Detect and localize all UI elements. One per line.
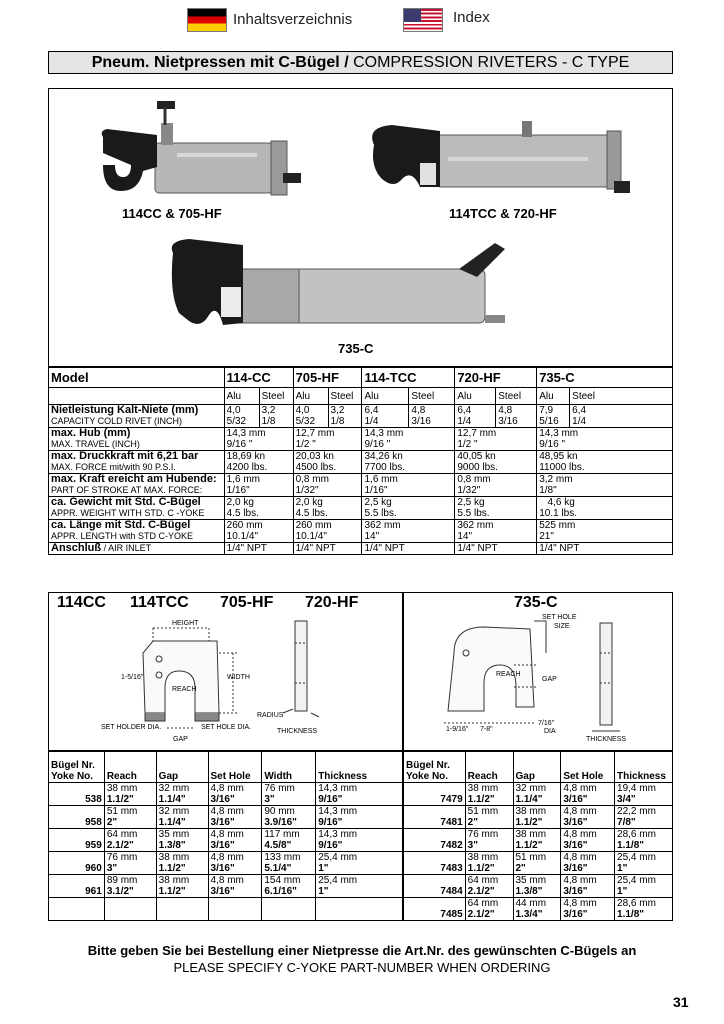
page-number: 31 bbox=[673, 994, 689, 1010]
label-set-hole: SET HOLE bbox=[542, 614, 577, 621]
row-label bbox=[49, 451, 225, 474]
value-cell: 48,95 kn 11000 lbs. bbox=[537, 451, 673, 474]
yoke-number: 7484 bbox=[404, 875, 466, 898]
reach-cell: 76 mm 3" bbox=[465, 829, 513, 852]
value-cell: 14,3 mm 9/16 " bbox=[362, 428, 455, 451]
row-label bbox=[49, 520, 225, 543]
label-en: CAPACITY COLD RIVET (INCH) bbox=[51, 416, 183, 426]
label-reach: REACH bbox=[496, 671, 521, 678]
value-cell: 2,5 kg 5.5 lbs. bbox=[455, 497, 537, 520]
hole-cell: 4,8 mm 3/16" bbox=[561, 783, 615, 806]
value-cell: 1,6 mm 1/16" bbox=[362, 474, 455, 497]
value-cell: 1/4" NPT bbox=[537, 543, 673, 555]
spec-row-weight bbox=[49, 497, 673, 520]
row-label bbox=[49, 428, 225, 451]
row-label bbox=[49, 405, 225, 428]
label-de: max. Kraft ereicht am Hubende: bbox=[51, 473, 217, 485]
gap-cell: 32 mm 1.1/4" bbox=[156, 806, 208, 829]
thickness-cell: 14,3 mm 9/16" bbox=[316, 806, 403, 829]
hole-cell: 4,8 mm 3/16" bbox=[208, 783, 262, 806]
label-height: HEIGHT bbox=[172, 620, 199, 627]
reach-cell: 38 mm 1.1/2" bbox=[465, 852, 513, 875]
yoke-number: 959 bbox=[49, 829, 105, 852]
value-cell: 2,0 kg 4.5 lbs. bbox=[224, 497, 293, 520]
value-cell: 20,03 kn 4500 lbs. bbox=[293, 451, 362, 474]
drawing-heading-114cc: 114CC bbox=[57, 594, 106, 611]
material-row bbox=[49, 388, 673, 405]
row-label bbox=[49, 543, 225, 555]
spec-row-inlet bbox=[49, 543, 673, 555]
thickness-header: Thickness bbox=[316, 752, 403, 783]
value-cell: 2,0 kg 4.5 lbs. bbox=[293, 497, 362, 520]
yoke-number: 7479 bbox=[404, 783, 466, 806]
value-cell: 1/4" NPT bbox=[224, 543, 293, 555]
value-cell: 4,8 3/16 bbox=[496, 405, 537, 428]
yoke-no-header: Bügel Nr. Yoke No. bbox=[49, 752, 105, 783]
spec-row-travel bbox=[49, 428, 673, 451]
material-cell: Alu bbox=[455, 388, 496, 405]
reach-cell: 38 mm 1.1/2" bbox=[104, 783, 156, 806]
title-english: COMPRESSION RIVETERS - C TYPE bbox=[353, 54, 630, 71]
gap-cell: 32 mm 1.1/4" bbox=[156, 783, 208, 806]
set-hole-header: Set Hole bbox=[208, 752, 262, 783]
material-cell: Alu bbox=[362, 388, 409, 405]
label-set-hole: SET HOLE DIA. bbox=[201, 724, 252, 731]
label-gap: GAP bbox=[173, 736, 188, 743]
table-row bbox=[49, 875, 403, 898]
table-row bbox=[49, 806, 403, 829]
empty-cell bbox=[316, 898, 403, 921]
value-cell: 40,05 kn 9000 lbs. bbox=[455, 451, 537, 474]
material-cell: Alu bbox=[224, 388, 259, 405]
yoke-table-left bbox=[48, 751, 403, 921]
label-de: max. Druckkraft mit 6,21 bar bbox=[51, 450, 199, 462]
thickness-cell: 25,4 mm 1" bbox=[316, 875, 403, 898]
label-radius: RADIUS bbox=[257, 712, 284, 719]
table-row bbox=[404, 852, 673, 875]
thickness-header: Thickness bbox=[615, 752, 673, 783]
table-row bbox=[49, 829, 403, 852]
page-title bbox=[48, 51, 673, 74]
gap-cell: 51 mm 2" bbox=[513, 852, 561, 875]
material-cell: Alu bbox=[537, 388, 570, 405]
label-set-holder: SET HOLDER DIA. bbox=[101, 724, 162, 731]
label-de: ca. Gewicht mit Std. C-Bügel bbox=[51, 496, 201, 508]
label-de: Nietleistung Kalt-Niete (mm) bbox=[51, 404, 199, 416]
width-cell: 90 mm 3.9/16" bbox=[262, 806, 316, 829]
value-cell: 14,3 mm 9/16 " bbox=[537, 428, 673, 451]
yoke-number: 7482 bbox=[404, 829, 466, 852]
value-cell: 3,2 1/8 bbox=[259, 405, 293, 428]
value-cell: 525 mm 21" bbox=[537, 520, 673, 543]
hole-cell: 4,8 mm 3/16" bbox=[561, 829, 615, 852]
thickness-cell: 28,6 mm 1.1/8" bbox=[615, 829, 673, 852]
material-cell: Steel bbox=[259, 388, 293, 405]
label-gap: GAP bbox=[542, 676, 557, 683]
yoke-number: 7481 bbox=[404, 806, 466, 829]
set-hole-header: Set Hole bbox=[561, 752, 615, 783]
width-cell: 76 mm 3" bbox=[262, 783, 316, 806]
hole-cell: 4,8 mm 3/16" bbox=[561, 806, 615, 829]
hole-cell: 4,8 mm 3/16" bbox=[561, 898, 615, 921]
title-separator: / bbox=[339, 54, 354, 71]
value-cell: 1/4" NPT bbox=[362, 543, 455, 555]
value-cell: 6,4 1/4 bbox=[362, 405, 409, 428]
reach-cell: 64 mm 2.1/2" bbox=[104, 829, 156, 852]
yoke-number: 7485 bbox=[404, 898, 466, 921]
value-cell: 4,6 kg 10.1 lbs. bbox=[537, 497, 673, 520]
value-cell: 1/4" NPT bbox=[455, 543, 537, 555]
model-705hf: 705-HF bbox=[293, 368, 362, 388]
yoke-drawing-right bbox=[403, 592, 673, 751]
photo-caption-114cc: 114CC & 705-HF bbox=[122, 206, 222, 221]
value-cell: 12,7 mm 1/2 " bbox=[293, 428, 362, 451]
width-cell: 117 mm 4.5/8" bbox=[262, 829, 316, 852]
photo-caption-114tcc: 114TCC & 720-HF bbox=[449, 206, 557, 221]
value-cell: 0,8 mm 1/32" bbox=[455, 474, 537, 497]
riveter-735c-photo bbox=[159, 233, 519, 339]
order-note-german: Bitte geben Sie bei Bestellung einer Nietpresse die Art.Nr. des gewünschten C-Bügels an bbox=[87, 943, 637, 958]
label-reach-dim: 1-9/16" bbox=[446, 726, 469, 733]
value-cell: 14,3 mm 9/16 " bbox=[224, 428, 293, 451]
label-de: ca. Länge mit Std. C-Bügel bbox=[51, 519, 191, 531]
reach-header: Reach bbox=[465, 752, 513, 783]
value-cell: 1/4" NPT bbox=[293, 543, 362, 555]
hole-cell: 4,8 mm 3/16" bbox=[208, 875, 262, 898]
value-cell: 18,69 kn 4200 lbs. bbox=[224, 451, 293, 474]
german-flag-icon[interactable] bbox=[187, 8, 227, 32]
thickness-cell: 19,4 mm 3/4" bbox=[615, 783, 673, 806]
order-note-english: PLEASE SPECIFY C-YOKE PART-NUMBER WHEN ORDERING bbox=[173, 960, 551, 975]
material-cell: Steel bbox=[328, 388, 362, 405]
label-diameter: 7/16" bbox=[538, 720, 555, 727]
gap-cell: 38 mm 1.1/2" bbox=[156, 852, 208, 875]
value-cell: 362 mm 14" bbox=[362, 520, 455, 543]
drawing-heading-114tcc: 114TCC bbox=[130, 594, 189, 611]
empty-cell bbox=[49, 898, 105, 921]
gap-cell: 38 mm 1.1/2" bbox=[513, 829, 561, 852]
value-cell: 3,2 1/8 bbox=[328, 405, 362, 428]
spec-row-capacity bbox=[49, 405, 673, 428]
thickness-cell: 14,3 mm 9/16" bbox=[316, 783, 403, 806]
riveter-114cc-photo bbox=[93, 95, 303, 207]
empty-cell bbox=[104, 898, 156, 921]
us-flag-icon[interactable] bbox=[403, 8, 443, 32]
table-row bbox=[404, 829, 673, 852]
model-label: Model bbox=[49, 368, 225, 388]
label-reach: REACH bbox=[172, 686, 197, 693]
yoke-number: 538 bbox=[49, 783, 105, 806]
value-cell: 34,26 kn 7700 lbs. bbox=[362, 451, 455, 474]
hole-cell: 4,8 mm 3/16" bbox=[561, 875, 615, 898]
table-row bbox=[404, 806, 673, 829]
reach-cell: 64 mm 2.1/2" bbox=[465, 898, 513, 921]
label-en: / AIR INLET bbox=[101, 543, 152, 553]
label-en: APPR. WEIGHT WITH STD. C -YOKE bbox=[51, 508, 205, 518]
label-en: PART OF STROKE AT MAX. FORCE: bbox=[51, 485, 203, 495]
yoke-header-row bbox=[404, 752, 673, 783]
label-dimension: 1-5/16" bbox=[121, 674, 144, 681]
yoke-drawing-left bbox=[48, 592, 403, 751]
model-720hf: 720-HF bbox=[455, 368, 537, 388]
empty-cell bbox=[156, 898, 208, 921]
gap-header: Gap bbox=[513, 752, 561, 783]
table-of-contents-link[interactable]: Inhaltsverzeichnis bbox=[233, 11, 353, 28]
table-row bbox=[404, 898, 673, 921]
material-cell: Steel bbox=[496, 388, 537, 405]
gap-cell: 38 mm 1.1/2" bbox=[156, 875, 208, 898]
us-flag-canton bbox=[404, 9, 421, 22]
gap-cell: 38 mm 1.1/2" bbox=[513, 806, 561, 829]
table-row bbox=[49, 783, 403, 806]
thickness-cell: 25,4 mm 1" bbox=[615, 875, 673, 898]
gap-cell: 32 mm 1.1/4" bbox=[513, 783, 561, 806]
value-cell: 4,0 5/32 bbox=[224, 405, 259, 428]
yoke-diagram-left bbox=[49, 613, 402, 751]
label-gap-dim: 7-8" bbox=[480, 726, 493, 733]
specification-table bbox=[48, 367, 673, 555]
row-label bbox=[49, 474, 225, 497]
label-en: MAX. TRAVEL (INCH) bbox=[51, 439, 140, 449]
empty-row bbox=[49, 898, 403, 921]
table-row bbox=[49, 852, 403, 875]
hole-cell: 4,8 mm 3/16" bbox=[208, 806, 262, 829]
spec-row-stroke bbox=[49, 474, 673, 497]
empty-cell bbox=[208, 898, 262, 921]
thickness-cell: 14,3 mm 9/16" bbox=[316, 829, 403, 852]
label-width: WIDTH bbox=[227, 674, 250, 681]
thickness-cell: 25,4 mm 1" bbox=[316, 852, 403, 875]
material-cell: Steel bbox=[570, 388, 673, 405]
table-row bbox=[404, 875, 673, 898]
yoke-diagram-right bbox=[404, 613, 672, 751]
value-cell: 4,8 3/16 bbox=[409, 405, 455, 428]
value-cell: 362 mm 14" bbox=[455, 520, 537, 543]
hole-cell: 4,8 mm 3/16" bbox=[208, 829, 262, 852]
reach-cell: 89 mm 3.1/2" bbox=[104, 875, 156, 898]
model-114cc: 114-CC bbox=[224, 368, 293, 388]
value-cell: 12,7 mm 1/2 " bbox=[455, 428, 537, 451]
product-photos bbox=[48, 88, 673, 367]
label-de: Anschluß bbox=[51, 542, 102, 554]
row-label bbox=[49, 497, 225, 520]
material-cell: Steel bbox=[409, 388, 455, 405]
thickness-cell: 28,6 mm 1.1/8" bbox=[615, 898, 673, 921]
value-cell: 7,9 5/16 bbox=[537, 405, 570, 428]
gap-cell: 35 mm 1.3/8" bbox=[513, 875, 561, 898]
label-dia: DIA bbox=[544, 728, 556, 735]
model-735c: 735-C bbox=[537, 368, 673, 388]
blank-cell bbox=[49, 388, 225, 405]
reach-cell: 64 mm 2.1/2" bbox=[465, 875, 513, 898]
label-thickness: THICKNESS bbox=[277, 728, 318, 735]
drawing-heading-705hf: 705-HF bbox=[220, 594, 274, 611]
reach-cell: 51 mm 2" bbox=[104, 806, 156, 829]
value-cell: 0,8 mm 1/32" bbox=[293, 474, 362, 497]
label-de: max. Hub (mm) bbox=[51, 427, 131, 439]
gap-cell: 44 mm 1.3/4" bbox=[513, 898, 561, 921]
hole-cell: 4,8 mm 3/16" bbox=[561, 852, 615, 875]
value-cell: 4,0 5/32 bbox=[293, 405, 328, 428]
yoke-no-header: Bügel Nr. Yoke No. bbox=[404, 752, 466, 783]
table-row bbox=[404, 783, 673, 806]
yoke-number: 960 bbox=[49, 852, 105, 875]
empty-cell bbox=[262, 898, 316, 921]
yoke-number: 7483 bbox=[404, 852, 466, 875]
label-en: MAX. FORCE mit/with 90 P.S.I. bbox=[51, 462, 176, 472]
yoke-number: 961 bbox=[49, 875, 105, 898]
riveter-114tcc-photo bbox=[362, 117, 632, 202]
hole-cell: 4,8 mm 3/16" bbox=[208, 852, 262, 875]
value-cell: 2,5 kg 5.5 lbs. bbox=[362, 497, 455, 520]
label-size: SIZE bbox=[554, 623, 570, 630]
model-114tcc: 114-TCC bbox=[362, 368, 455, 388]
value-cell: 3,2 mm 1/8" bbox=[537, 474, 673, 497]
title-german: Pneum. Nietpressen mit C-Bügel bbox=[91, 54, 340, 71]
value-cell: 6,4 1/4 bbox=[455, 405, 496, 428]
yoke-number: 958 bbox=[49, 806, 105, 829]
value-cell: 260 mm 10.1/4" bbox=[224, 520, 293, 543]
drawing-heading-735c: 735-C bbox=[514, 594, 558, 611]
spec-row-length bbox=[49, 520, 673, 543]
spec-header-row bbox=[49, 368, 673, 388]
label-thickness: THICKNESS bbox=[586, 736, 627, 743]
index-link[interactable]: Index bbox=[453, 9, 490, 26]
value-cell: 1,6 mm 1/16" bbox=[224, 474, 293, 497]
thickness-cell: 25,4 mm 1" bbox=[615, 852, 673, 875]
material-cell: Alu bbox=[293, 388, 328, 405]
value-cell: 6,4 1/4 bbox=[570, 405, 673, 428]
label-en: APPR. LENGTH with STD C-YOKE bbox=[51, 531, 194, 541]
photo-caption-735c: 735-C bbox=[338, 341, 374, 356]
drawing-heading-720hf: 720-HF bbox=[305, 594, 359, 611]
thickness-cell: 22,2 mm 7/8" bbox=[615, 806, 673, 829]
reach-cell: 51 mm 2" bbox=[465, 806, 513, 829]
reach-cell: 38 mm 1.1/2" bbox=[465, 783, 513, 806]
gap-header: Gap bbox=[156, 752, 208, 783]
spec-row-force bbox=[49, 451, 673, 474]
width-cell: 154 mm 6.1/16" bbox=[262, 875, 316, 898]
yoke-table-right bbox=[403, 751, 673, 921]
gap-cell: 35 mm 1.3/8" bbox=[156, 829, 208, 852]
width-header: Width bbox=[262, 752, 316, 783]
value-cell: 260 mm 10.1/4" bbox=[293, 520, 362, 543]
width-cell: 133 mm 5.1/4" bbox=[262, 852, 316, 875]
reach-header: Reach bbox=[104, 752, 156, 783]
top-navigation bbox=[0, 6, 724, 34]
yoke-header-row bbox=[49, 752, 403, 783]
reach-cell: 76 mm 3" bbox=[104, 852, 156, 875]
